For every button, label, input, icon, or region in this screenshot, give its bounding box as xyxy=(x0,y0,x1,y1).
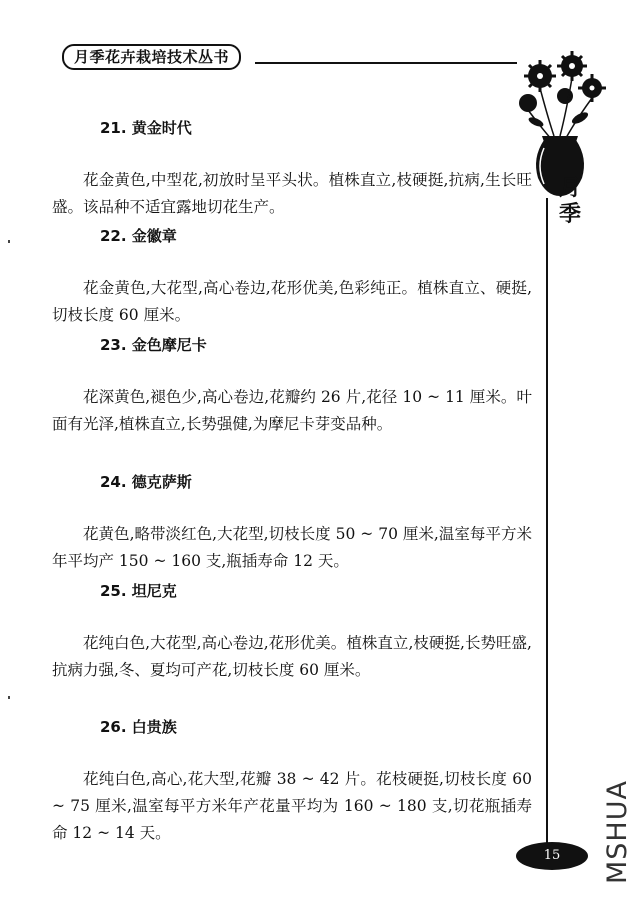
variety-entry xyxy=(52,471,532,575)
scan-speck xyxy=(8,696,10,699)
chapter-label xyxy=(557,175,583,227)
variety-description: 花纯白色,高心,花大型,花瓣 38 ~ 42 片。花枝硬挺,切枝长度 60 ~ 75 厘米,温室每平方米年产花量平均为 160 ~ 180 支,切花瓶插寿命 12 ~ 14 天。 xyxy=(52,770,532,842)
variety-entry xyxy=(52,580,532,684)
page-number: 15 xyxy=(516,842,588,870)
series-title: 月季花卉栽培技术丛书 xyxy=(62,44,241,70)
variety-title: 26. 白贵族 xyxy=(100,718,177,736)
variety-entry xyxy=(52,225,532,329)
variety-title: 25. 坦尼克 xyxy=(100,582,177,600)
variety-description: 花金黄色,大花型,高心卷边,花形优美,色彩纯正。植株直立、硬挺,切枝长度 60 厘米。 xyxy=(52,279,532,324)
variety-description: 花金黄色,中型花,初放时呈平头状。植株直立,枝硬挺,抗病,生长旺盛。该品种不适宜露地切花生产。 xyxy=(52,171,532,216)
scan-speck xyxy=(8,240,10,243)
variety-title: 24. 德克萨斯 xyxy=(100,473,192,491)
variety-description: 花深黄色,褪色少,高心卷边,花瓣约 26 片,花径 10 ~ 11 厘米。叶面有光泽,植株直立,长势强健,为摩尼卡芽变品种。 xyxy=(52,388,532,433)
variety-description: 花纯白色,大花型,高心卷边,花形优美。植株直立,枝硬挺,长势旺盛,抗病力强,冬、夏均可产花,切枝长度 60 厘米。 xyxy=(52,634,532,679)
header-rule xyxy=(255,62,517,64)
variety-title: 22. 金徽章 xyxy=(100,227,177,245)
chapter-label-char: 月 xyxy=(558,175,581,201)
watermark-text: MSHUA xyxy=(602,780,633,884)
variety-entry xyxy=(52,117,532,221)
variety-title: 21. 黄金时代 xyxy=(100,119,192,137)
variety-entry xyxy=(52,716,532,847)
variety-entry xyxy=(52,334,532,438)
chapter-label-char: 季 xyxy=(558,201,581,227)
variety-title: 23. 金色摩尼卡 xyxy=(100,336,207,354)
watermark xyxy=(596,780,636,890)
side-rule xyxy=(546,198,548,846)
variety-description: 花黄色,略带淡红色,大花型,切枝长度 50 ~ 70 厘米,温室每平方米年平均产 150 ~ 160 支,瓶插寿命 12 天。 xyxy=(52,525,532,570)
